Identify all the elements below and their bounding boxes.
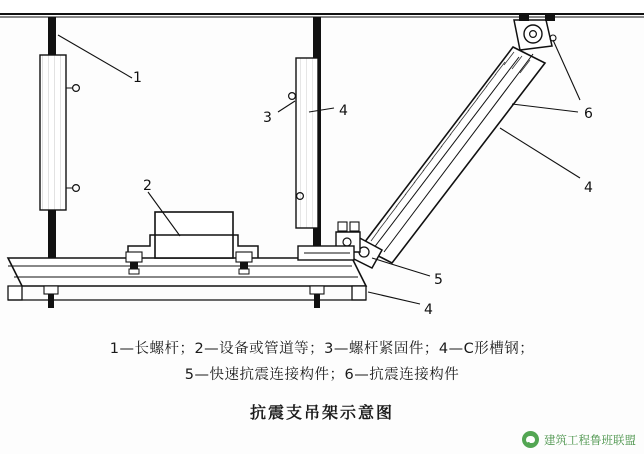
figure-caption (0, 336, 644, 423)
left-threaded-rod (40, 17, 79, 262)
watermark (522, 431, 636, 448)
callout-4-main: 4 (424, 302, 433, 318)
callout-5: 5 (434, 272, 443, 288)
callout-1: 1 (133, 70, 142, 86)
wechat-icon (522, 431, 539, 448)
legend-line-1: 1—长螺杆；2—设备或管道等；3—螺杆紧固件；4—C形槽钢； (109, 341, 535, 357)
figure-title: 抗震支吊架示意图 (249, 403, 394, 422)
legend-line-2: 5—快速抗震连接构件；6—抗震连接构件 (184, 367, 460, 383)
callout-4-diagonal: 4 (584, 180, 593, 196)
main-c-channel (8, 258, 366, 308)
middle-threaded-rod (289, 17, 321, 262)
watermark-text: 建筑工程鲁班联盟 (544, 432, 636, 447)
callout-4-middle: 4 (339, 103, 348, 119)
upper-seismic-connector (514, 14, 556, 50)
callout-6: 6 (584, 106, 593, 122)
diagonal-brace-channel (361, 47, 545, 263)
callout-3: 3 (263, 110, 272, 126)
callout-2: 2 (143, 178, 152, 194)
